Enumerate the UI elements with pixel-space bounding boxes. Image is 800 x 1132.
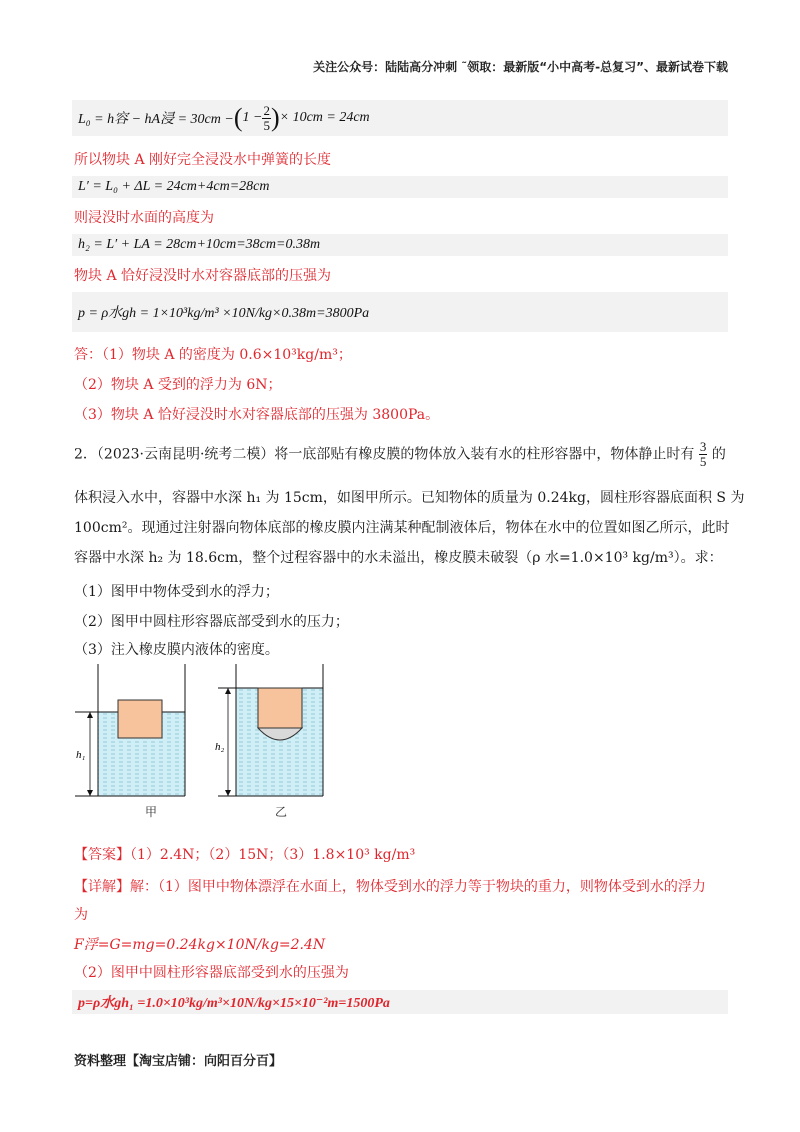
paren-close: ) bbox=[270, 103, 280, 132]
answer-summary: 【答案】（1）2.4N；（2）15N；（3）1.8×10³ kg/m³ bbox=[74, 847, 416, 863]
formula-paren-content: 1 − bbox=[242, 110, 263, 125]
sub-question-2: （2）图甲中圆柱形容器底部受到水的压力； bbox=[74, 614, 349, 630]
answer-line-1: 答：（1）物块 A 的密度为 0.6×10³kg/m³； bbox=[74, 347, 352, 363]
detail-line-1b: 为 bbox=[74, 907, 88, 923]
h2-arrow-top bbox=[225, 688, 231, 694]
fraction-denominator: 5 bbox=[263, 117, 270, 133]
h1-arrow-top bbox=[87, 712, 93, 718]
answer-line-2: （2）物块 A 受到的浮力为 6N； bbox=[74, 377, 282, 393]
block-jia bbox=[118, 700, 162, 738]
question-text-a: 2．（2023·云南昆明·统考二模）将一底部贴有橡皮膜的物体放入装有水的柱形容器中，物体静止时有 bbox=[74, 446, 695, 463]
fraction-numerator: 2 bbox=[263, 102, 270, 118]
detail-line-1: 【详解】解：（1）图甲中物体漂浮在水面上，物体受到水的浮力等于物块的重力，则物体受到水的浮力 bbox=[74, 879, 706, 895]
answer-line-3: （3）物块 A 恰好浸没时水对容器底部的压强为 3800Pa。 bbox=[74, 407, 440, 423]
paren-open: ( bbox=[233, 103, 243, 132]
question-fraction bbox=[699, 440, 708, 469]
formula-pressure: p = ρ水gh = 1×10³kg/m³ ×10N/kg×0.38m=3800Pa bbox=[72, 292, 728, 332]
text-water-height: 则浸没时水面的高度为 bbox=[74, 210, 214, 226]
page-footer: 资料整理【淘宝店铺：向阳百分百】 bbox=[74, 1054, 283, 1069]
sub-question-3: （3）注入橡皮膜内液体的密度。 bbox=[74, 642, 279, 658]
container-yi bbox=[215, 664, 323, 796]
equation-buoyancy: F浮=G=mg=0.24kg×10N/kg=2.4N bbox=[74, 937, 326, 953]
formula-l-prime: L′ = L₀ + ΔL = 24cm+4cm=28cm bbox=[72, 176, 728, 198]
experiment-figure bbox=[70, 664, 330, 824]
detail-line-2: （2）图甲中圆柱形容器底部受到水的压强为 bbox=[74, 965, 349, 981]
text-spring-length: 所以物块 A 刚好完全浸没水中弹簧的长度 bbox=[74, 152, 332, 168]
question-fraction-numerator: 3 bbox=[699, 439, 707, 454]
text-pressure-intro: 物块 A 恰好浸没时水对容器底部的压强为 bbox=[74, 268, 332, 284]
block-yi bbox=[258, 688, 302, 728]
page-header: 关注公众号：陆陆高分冲刺 ˜领取：最新版“小中高考-总复习”、最新试卷下载 bbox=[313, 60, 728, 74]
container-jia bbox=[75, 664, 185, 796]
question-line-4: 容器中水深 h₂ 为 18.6cm，整个过程容器中的水未溢出，橡皮膜未破裂（ρ 水=1.0×10³ kg/m³）。求： bbox=[74, 550, 723, 566]
fraction bbox=[262, 104, 271, 133]
question-line-3: 100cm²。现通过注射器向物体底部的橡皮膜内注满某种配制液体后，物体在水中的位置如图乙所示，此时 bbox=[74, 520, 730, 536]
formula-rhs: × 10cm = 24cm bbox=[279, 110, 370, 125]
question-line-1 bbox=[74, 440, 726, 469]
question-text-b: 的 bbox=[711, 446, 726, 463]
equation-pressure: p=ρ水gh₁ =1.0×10³kg/m³×10N/kg×15×10⁻²m=1500Pa bbox=[72, 990, 728, 1014]
caption-jia: 甲 bbox=[145, 805, 158, 819]
h2-label: h₂ bbox=[215, 741, 225, 753]
formula-spring-length bbox=[72, 100, 728, 136]
h1-label: h₁ bbox=[76, 749, 86, 761]
formula-lhs: L₀ = h容 − hA浸 = 30cm − bbox=[78, 112, 234, 127]
question-line-2: 体积浸入水中，容器中水深 h₁ 为 15cm，如图甲所示。已知物体的质量为 0.24kg，圆柱形容器底面积 S 为 bbox=[74, 490, 745, 506]
formula-h2: h₂ = L′ + LA = 28cm+10cm=38cm=0.38m bbox=[72, 234, 728, 256]
h1-arrow-bottom bbox=[87, 790, 93, 796]
question-fraction-denominator: 5 bbox=[699, 454, 707, 469]
caption-yi: 乙 bbox=[275, 805, 288, 819]
sub-question-1: （1）图甲中物体受到水的浮力； bbox=[74, 584, 279, 600]
h2-arrow-bottom bbox=[225, 790, 231, 796]
